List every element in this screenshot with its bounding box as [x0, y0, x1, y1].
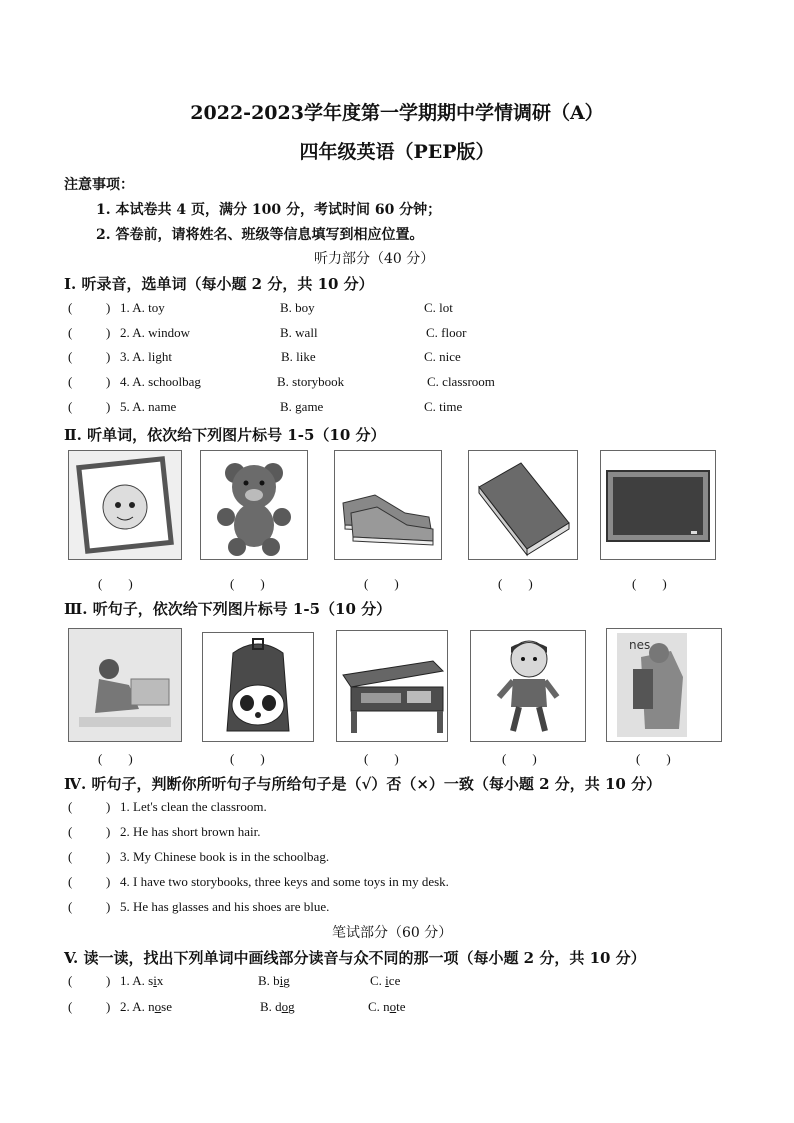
- option-b: B. big: [258, 973, 290, 988]
- question-text: 3. My Chinese book is in the schoolbag.: [120, 849, 330, 864]
- section-4-heading: Ⅳ. 听句子，判断你所听句子与所给句子是（√）否（×）一致（每小题 2 分，共 10 分）: [64, 775, 662, 793]
- option-a: 5. A. name: [120, 399, 177, 414]
- option-a: 1. A. toy: [120, 300, 165, 315]
- option-a: 4. A. schoolbag: [120, 374, 201, 389]
- picture-answer-blank: ( ): [230, 576, 265, 591]
- question-text: 1. Let's clean the classroom.: [120, 799, 267, 814]
- question-text: 2. He has short brown hair.: [120, 824, 261, 839]
- picture-answer-blank: ( ): [498, 576, 533, 591]
- answer-blank-close: ): [106, 374, 111, 389]
- section-3-heading: Ⅲ. 听句子，依次给下列图片标号 1-5（10 分）: [64, 600, 392, 618]
- answer-blank-open: (: [68, 874, 73, 889]
- exam-subtitle: 四年级英语（PEP版）: [299, 141, 495, 163]
- option-c: C. note: [368, 999, 406, 1014]
- option-a: 2. A. window: [120, 325, 191, 340]
- option-c: C. nice: [424, 349, 461, 364]
- option-b: B. dog: [260, 999, 295, 1014]
- notice-item: 1. 本试卷共 4 页，满分 100 分，考试时间 60 分钟；: [96, 202, 442, 218]
- answer-blank-open: (: [68, 999, 73, 1014]
- answer-blank-open: (: [68, 899, 73, 914]
- option-c: C. classroom: [427, 374, 495, 389]
- answer-blank-close: ): [106, 799, 111, 814]
- answer-blank-open: (: [68, 349, 73, 364]
- picture-answer-blank: ( ): [364, 576, 399, 591]
- answer-blank-close: ): [106, 824, 111, 839]
- section-5-heading: V. 读一读，找出下列单词中画线部分读音与众不同的那一项（每小题 2 分，共 10 分）: [64, 949, 646, 967]
- answer-blank-close: ): [106, 999, 111, 1014]
- question-text: 5. He has glasses and his shoes are blue.: [120, 899, 330, 914]
- answer-blank-open: (: [68, 849, 73, 864]
- notice-heading: 注意事项：: [64, 177, 134, 193]
- girl-cleaning-image: [68, 628, 182, 742]
- picture-answer-blank: ( ): [230, 751, 265, 766]
- section-1-heading: I. 听录音，选单词（每小题 2 分，共 10 分）: [64, 275, 374, 293]
- shoes-image: [334, 450, 442, 560]
- photo-frame-image: [68, 450, 182, 560]
- blackboard-image: [600, 450, 716, 560]
- svg-text:nes: nes: [629, 638, 651, 652]
- listening-part-heading: 听力部分（40 分）: [314, 251, 435, 267]
- answer-blank-close: ): [106, 325, 111, 340]
- option-c: C. lot: [424, 300, 453, 315]
- option-b: B. like: [281, 349, 316, 364]
- picture-answer-blank: ( ): [364, 751, 399, 766]
- picture-answer-blank: ( ): [632, 576, 667, 591]
- boy-image: [470, 630, 586, 742]
- answer-blank-open: (: [68, 973, 73, 988]
- answer-blank-close: ): [106, 399, 111, 414]
- picture-answer-blank: ( ): [98, 576, 133, 591]
- option-b: B. game: [280, 399, 324, 414]
- picture-answer-blank: ( ): [636, 751, 671, 766]
- answer-blank-close: ): [106, 874, 111, 889]
- person-with-bag-image: [606, 628, 722, 742]
- question-text: 4. I have two storybooks, three keys and some toys in my desk.: [120, 874, 449, 889]
- answer-blank-close: ): [106, 849, 111, 864]
- section-2-heading: Ⅱ. 听单词，依次给下列图片标号 1-5（10 分）: [64, 426, 386, 444]
- option-b: B. wall: [280, 325, 318, 340]
- option-a: 1. A. six: [120, 973, 164, 988]
- answer-blank-close: ): [106, 899, 111, 914]
- answer-blank-open: (: [68, 325, 73, 340]
- option-c: C. time: [424, 399, 463, 414]
- answer-blank-close: ): [106, 973, 111, 988]
- option-c: C. ice: [370, 973, 401, 988]
- answer-blank-open: (: [68, 824, 73, 839]
- option-b: B. boy: [280, 300, 315, 315]
- option-a: 2. A. nose: [120, 999, 173, 1014]
- option-b: B. storybook: [277, 374, 345, 389]
- answer-blank-close: ): [106, 300, 111, 315]
- book-image: [468, 450, 578, 560]
- answer-blank-open: (: [68, 300, 73, 315]
- answer-blank-open: (: [68, 374, 73, 389]
- panda-schoolbag-image: [202, 632, 314, 742]
- picture-answer-blank: ( ): [98, 751, 133, 766]
- exam-title: 2022-2023学年度第一学期期中学情调研（A）: [190, 102, 604, 124]
- picture-answer-blank: ( ): [502, 751, 537, 766]
- answer-blank-close: ): [106, 349, 111, 364]
- teddy-bear-image: [200, 450, 308, 560]
- notice-item: 2. 答卷前，请将姓名、班级等信息填写到相应位置。: [96, 227, 424, 243]
- writing-part-heading: 笔试部分（60 分）: [332, 925, 453, 941]
- option-a: 3. A. light: [120, 349, 173, 364]
- desk-image: [336, 630, 448, 742]
- answer-blank-open: (: [68, 399, 73, 414]
- option-c: C. floor: [426, 325, 467, 340]
- answer-blank-open: (: [68, 799, 73, 814]
